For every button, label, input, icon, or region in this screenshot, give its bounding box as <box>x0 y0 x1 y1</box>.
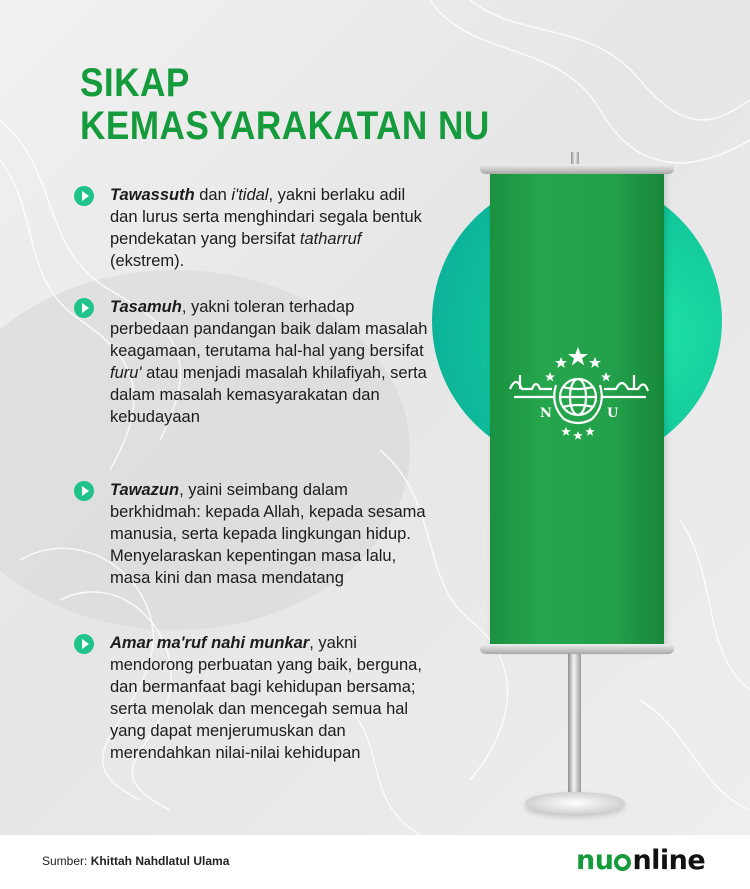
title-line-1: SIKAP <box>80 61 190 105</box>
logo-letter-u: U <box>607 406 619 421</box>
point-body: , yakni toleran terhadap perbedaan pandangan baik dalam masalah keagamaan, terutama hal-hal yang bersifat <box>110 298 428 360</box>
play-bullet-icon <box>74 634 94 654</box>
banner-top-bar <box>480 164 674 174</box>
page-title <box>80 62 490 148</box>
nu-online-logo <box>576 843 705 877</box>
point-term: Tawassuth <box>110 186 195 204</box>
point-body: , yaini seimbang dalam berkhidmah: kepada Allah, kepada sesama manusia, serta kepada lingkungan hidup. Menyelaraskan kepentingan masa lalu, masa kini dan masa mendatang <box>110 481 426 587</box>
point-text <box>110 296 434 428</box>
point-term: Tasamuh <box>110 298 182 316</box>
stand-base <box>525 792 625 814</box>
point-text <box>110 184 434 272</box>
point-text <box>110 632 434 764</box>
source-value: Khittah Nahdlatul Ulama <box>90 854 230 868</box>
point-body-end: (ekstrem). <box>110 252 185 270</box>
point-term-3: tatharruf <box>299 230 362 248</box>
point-term-2: i'tidal <box>231 186 269 204</box>
source-credit <box>42 854 229 868</box>
brand-online: nline <box>632 844 706 876</box>
point-body: , yakni mendorong perbuatan yang baik, berguna, dan bermanfaat bagi kehidupan bersama; serta menolak dan mencegah semua hal yang dapat menjerumuskan dan merendahkan nilai-nilai kehidupan <box>110 634 422 762</box>
play-bullet-icon <box>74 298 94 318</box>
banner-bottom-bar <box>480 644 674 654</box>
brand-nu: nu <box>576 844 614 876</box>
point-term-2: furu' <box>110 364 142 382</box>
play-bullet-icon <box>74 481 94 501</box>
stand-pole <box>568 640 581 805</box>
point-body-end: atau menjadi masalah khilafiyah, serta dalam masalah kemasyarakatan dan kebudayaan <box>110 364 427 426</box>
nu-globe-emblem-icon <box>506 345 650 445</box>
point-connector: dan <box>194 186 232 204</box>
point-term: Amar ma'ruf nahi munkar <box>110 634 310 652</box>
source-label: Sumber: <box>42 854 91 868</box>
point-body: , yakni berlaku adil dan lurus serta menghindari segala bentuk pendekatan yang bersifat <box>110 186 422 248</box>
brand-ring-icon <box>614 854 631 871</box>
point-term: Tawazun <box>110 481 180 499</box>
point-tawazun <box>74 479 434 589</box>
title-line-2: KEMASYARAKATAN NU <box>80 104 490 148</box>
point-tawassuth <box>74 184 434 272</box>
play-bullet-icon <box>74 186 94 206</box>
point-amar-maruf <box>74 632 434 764</box>
point-text <box>110 479 434 589</box>
point-tasamuh <box>74 296 434 428</box>
logo-letter-n: N <box>540 406 552 421</box>
